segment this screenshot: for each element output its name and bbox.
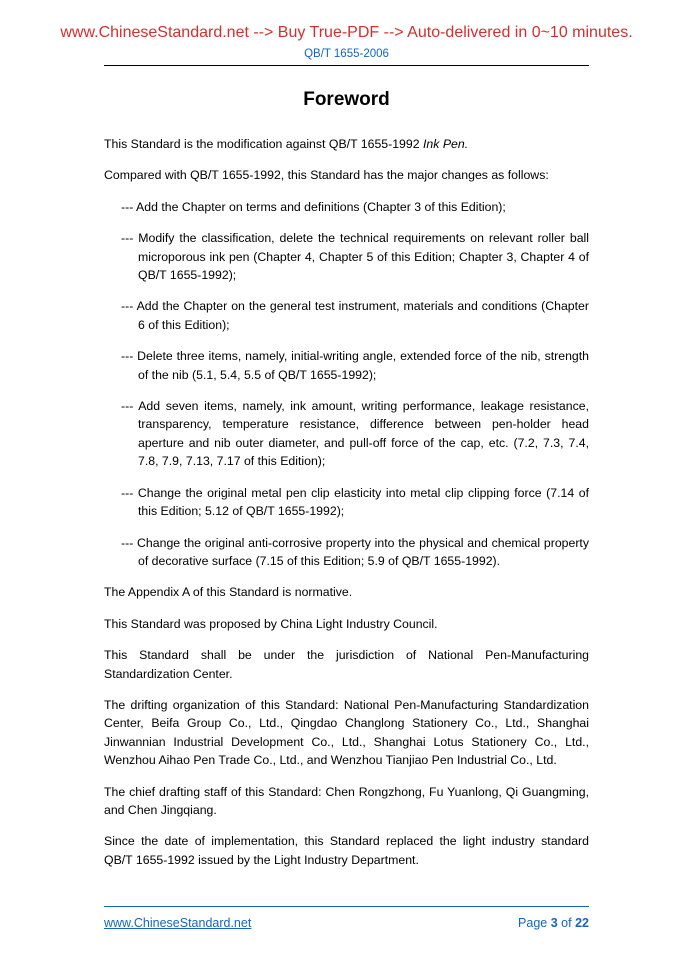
- intro-title-italic: Ink Pen.: [423, 137, 469, 151]
- footer-divider: [104, 906, 589, 907]
- page-of: of: [561, 916, 572, 930]
- changes-list: [104, 198, 589, 571]
- standard-code: QB/T 1655-2006: [304, 48, 389, 60]
- page-current: 3: [550, 916, 558, 930]
- page-label: Page: [518, 916, 548, 930]
- intro-paragraph-1: [104, 135, 589, 153]
- intro-text: This Standard is the modification against QB/T 1655-1992: [104, 137, 423, 151]
- page-title: Foreword: [303, 89, 390, 110]
- paragraph-proposed-by: This Standard was proposed by China Light Industry Council.: [104, 616, 438, 631]
- paragraph-jurisdiction: This Standard shall be under the jurisdiction of National Pen-Manufacturing Standardization Center.: [104, 648, 589, 681]
- paragraph-drafting-staff: The chief drafting staff of this Standard: Chen Rongzhong, Fu Yuanlong, Qi Guangming, and Chen Jingqiang.: [104, 784, 589, 817]
- list-item: --- Add the Chapter on terms and definitions (Chapter 3 of this Edition);: [121, 199, 506, 214]
- paragraph-drafting-organization: The drifting organization of this Standard: National Pen-Manufacturing Standardization Center, Beifa Group Co., Ltd., Qingdao Changlong Stationery Co., Ltd., Shanghai Jinwannian Industrial Development Co., Ltd., Shanghai Lotus Stationery Co., Ltd., Wenzhou Aihao Pen Trade Co., Ltd., and Wenzhou Tianjiao Pen Industrial Co., Ltd.: [104, 697, 589, 768]
- document-body: [104, 135, 589, 869]
- footer-website-link[interactable]: www.ChineseStandard.net: [104, 916, 252, 930]
- list-item: --- Change the original anti-corrosive property into the physical and chemical property of decorative surface (7.15 of this Edition; 5.9 of QB/T 1655-1992).: [121, 535, 589, 568]
- list-item: --- Add seven items, namely, ink amount, writing performance, leakage resistance, transparency, temperature resistance, difference between pen-holder head aperture and nib outer diameter, and pull-off force of the cap, etc. (7.2, 7.3, 7.4, 7.8, 7.9, 7.13, 7.17 of this Edition);: [121, 399, 589, 469]
- paragraph-replacement: Since the date of implementation, this Standard replaced the light industry standard QB/T 1655-1992 issued by the Light Industry Department.: [104, 834, 589, 867]
- list-item: --- Delete three items, namely, initial-writing angle, extended force of the nib, strength of the nib (5.1, 5.4, 5.5 of QB/T 1655-1992);: [121, 349, 589, 382]
- list-item: --- Change the original metal pen clip elasticity into metal clip clipping force (7.14 of this Edition; 5.12 of QB/T 1655-1992);: [121, 485, 589, 519]
- list-item: --- Modify the classification, delete the technical requirements on relevant roller ball microporous ink pen (Chapter 4, Chapter 5 of this Edition; Chapter 3, Chapter 4 of QB/T 1655-1992);: [121, 231, 589, 283]
- list-item: --- Add the Chapter on the general test instrument, materials and conditions (Chapter 6 of this Edition);: [121, 299, 589, 332]
- page-number: [518, 916, 589, 930]
- header-banner[interactable]: www.ChineseStandard.net --> Buy True-PDF --> Auto-delivered in 0~10 minutes.: [60, 24, 633, 41]
- intro-paragraph-2: Compared with QB/T 1655-1992, this Standard has the major changes as follows:: [104, 168, 549, 183]
- header-divider: [104, 65, 589, 66]
- paragraph-appendix: The Appendix A of this Standard is normative.: [104, 585, 353, 600]
- page-total: 22: [575, 916, 589, 930]
